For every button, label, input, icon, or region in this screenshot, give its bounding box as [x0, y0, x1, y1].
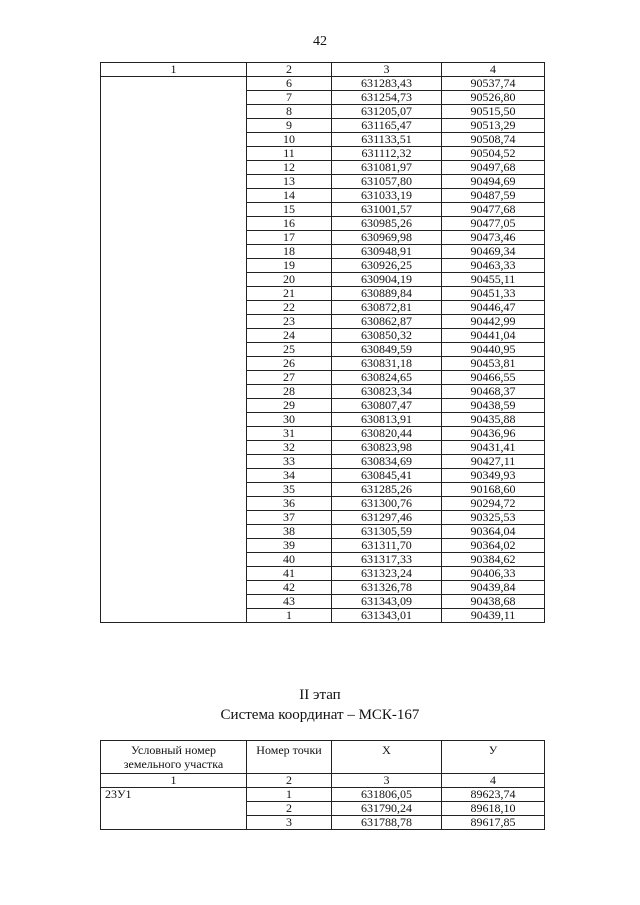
x-coordinate: 631254,73 — [332, 91, 442, 105]
x-coordinate: 630834,69 — [332, 455, 442, 469]
y-coordinate: 89618,10 — [442, 802, 545, 816]
y-coordinate: 90438,59 — [442, 399, 545, 413]
point-number: 24 — [247, 329, 332, 343]
x-coordinate: 630820,44 — [332, 427, 442, 441]
y-coordinate: 90469,34 — [442, 245, 545, 259]
point-number: 36 — [247, 497, 332, 511]
point-number: 25 — [247, 343, 332, 357]
y-coordinate: 90537,74 — [442, 77, 545, 91]
x-coordinate: 631788,78 — [332, 816, 442, 830]
x-coordinate: 631297,46 — [332, 511, 442, 525]
point-number: 13 — [247, 175, 332, 189]
y-coordinate: 90473,46 — [442, 231, 545, 245]
parcel-number-header: Условный номер земельного участка — [101, 741, 247, 774]
x-coordinate: 630824,65 — [332, 371, 442, 385]
y-coordinate: 90442,99 — [442, 315, 545, 329]
y-coordinate: 90168,60 — [442, 483, 545, 497]
point-number: 16 — [247, 217, 332, 231]
table-header-row — [101, 63, 545, 77]
x-coordinate: 630969,98 — [332, 231, 442, 245]
y-coordinate: 90463,33 — [442, 259, 545, 273]
x-coordinate: 631057,80 — [332, 175, 442, 189]
coordinate-table-stage-2 — [100, 740, 545, 830]
y-coordinate: 90504,52 — [442, 147, 545, 161]
page-number: 42 — [313, 34, 327, 49]
x-coordinate: 630889,84 — [332, 287, 442, 301]
point-number: 20 — [247, 273, 332, 287]
y-coordinate: 90384,62 — [442, 553, 545, 567]
x-coordinate: 630904,19 — [332, 273, 442, 287]
x-coordinate: 631205,07 — [332, 105, 442, 119]
x-coordinate: 631326,78 — [332, 581, 442, 595]
point-number: 18 — [247, 245, 332, 259]
x-coordinate: 630985,26 — [332, 217, 442, 231]
y-header: У — [442, 741, 545, 774]
table-row — [101, 788, 545, 802]
x-coordinate: 631133,51 — [332, 133, 442, 147]
x-coordinate: 631343,01 — [332, 609, 442, 623]
point-number: 11 — [247, 147, 332, 161]
y-coordinate: 90497,68 — [442, 161, 545, 175]
x-coordinate: 631300,76 — [332, 497, 442, 511]
y-coordinate: 90349,93 — [442, 469, 545, 483]
x-coordinate: 631806,05 — [332, 788, 442, 802]
y-coordinate: 90494,69 — [442, 175, 545, 189]
y-coordinate: 90435,88 — [442, 413, 545, 427]
stage-title: II этап — [299, 687, 341, 703]
y-coordinate: 90364,02 — [442, 539, 545, 553]
x-coordinate: 631317,33 — [332, 553, 442, 567]
point-number: 6 — [247, 77, 332, 91]
x-coordinate: 630823,34 — [332, 385, 442, 399]
y-coordinate: 90515,50 — [442, 105, 545, 119]
y-coordinate: 89617,85 — [442, 816, 545, 830]
point-number: 33 — [247, 455, 332, 469]
point-number: 26 — [247, 357, 332, 371]
x-coordinate: 631343,09 — [332, 595, 442, 609]
x-coordinate: 630926,25 — [332, 259, 442, 273]
y-coordinate: 90436,96 — [442, 427, 545, 441]
x-coordinate: 630850,32 — [332, 329, 442, 343]
point-number: 1 — [247, 788, 332, 802]
x-coordinate: 631112,32 — [332, 147, 442, 161]
y-coordinate: 90439,11 — [442, 609, 545, 623]
y-coordinate: 90455,11 — [442, 273, 545, 287]
column-number-1: 1 — [101, 774, 247, 788]
parcel-cell-empty — [101, 77, 247, 623]
y-coordinate: 90440,95 — [442, 343, 545, 357]
column-number-2: 2 — [247, 63, 332, 77]
point-number: 27 — [247, 371, 332, 385]
y-coordinate: 90466,55 — [442, 371, 545, 385]
point-number: 40 — [247, 553, 332, 567]
coordinate-table-stage-1 — [100, 62, 545, 623]
y-coordinate: 90477,68 — [442, 203, 545, 217]
x-coordinate: 631081,97 — [332, 161, 442, 175]
point-number: 41 — [247, 567, 332, 581]
x-coordinate: 631311,70 — [332, 539, 442, 553]
point-number: 2 — [247, 802, 332, 816]
y-coordinate: 90364,04 — [442, 525, 545, 539]
coordinate-table-2-body — [101, 741, 545, 830]
y-coordinate: 90406,33 — [442, 567, 545, 581]
column-number-1: 1 — [101, 63, 247, 77]
y-coordinate: 90526,80 — [442, 91, 545, 105]
x-coordinate: 631285,26 — [332, 483, 442, 497]
point-number: 19 — [247, 259, 332, 273]
x-coordinate: 630823,98 — [332, 441, 442, 455]
point-number: 8 — [247, 105, 332, 119]
point-number: 9 — [247, 119, 332, 133]
x-coordinate: 631323,24 — [332, 567, 442, 581]
x-coordinate: 631283,43 — [332, 77, 442, 91]
coordinate-table-body — [101, 63, 545, 623]
point-number: 31 — [247, 427, 332, 441]
x-coordinate: 631790,24 — [332, 802, 442, 816]
point-number: 28 — [247, 385, 332, 399]
parcel-number: 23У1 — [101, 788, 247, 830]
y-coordinate: 90441,04 — [442, 329, 545, 343]
x-coordinate: 631001,57 — [332, 203, 442, 217]
point-number: 38 — [247, 525, 332, 539]
point-number: 29 — [247, 399, 332, 413]
point-number: 1 — [247, 609, 332, 623]
point-number: 32 — [247, 441, 332, 455]
point-number: 21 — [247, 287, 332, 301]
y-coordinate: 90427,11 — [442, 455, 545, 469]
x-coordinate: 631305,59 — [332, 525, 442, 539]
x-coordinate: 631033,19 — [332, 189, 442, 203]
column-number-3: 3 — [332, 63, 442, 77]
x-coordinate: 630862,87 — [332, 315, 442, 329]
x-coordinate: 631165,47 — [332, 119, 442, 133]
x-coordinate: 630831,18 — [332, 357, 442, 371]
coordinate-system-title: Система координат – МСК-167 — [220, 707, 420, 723]
x-coordinate: 630849,59 — [332, 343, 442, 357]
point-number: 39 — [247, 539, 332, 553]
point-number-header: Номер точки — [247, 741, 332, 774]
y-coordinate: 90325,53 — [442, 511, 545, 525]
point-number: 37 — [247, 511, 332, 525]
y-coordinate: 89623,74 — [442, 788, 545, 802]
column-number-2: 2 — [247, 774, 332, 788]
point-number: 15 — [247, 203, 332, 217]
table-header-row — [101, 741, 545, 774]
point-number: 35 — [247, 483, 332, 497]
point-number: 23 — [247, 315, 332, 329]
y-coordinate: 90431,41 — [442, 441, 545, 455]
y-coordinate: 90477,05 — [442, 217, 545, 231]
point-number: 22 — [247, 301, 332, 315]
point-number: 10 — [247, 133, 332, 147]
y-coordinate: 90508,74 — [442, 133, 545, 147]
y-coordinate: 90468,37 — [442, 385, 545, 399]
x-header: X — [332, 741, 442, 774]
y-coordinate: 90438,68 — [442, 595, 545, 609]
y-coordinate: 90294,72 — [442, 497, 545, 511]
x-coordinate: 630948,91 — [332, 245, 442, 259]
point-number: 14 — [247, 189, 332, 203]
table-row — [101, 77, 545, 91]
column-number-3: 3 — [332, 774, 442, 788]
y-coordinate: 90446,47 — [442, 301, 545, 315]
column-number-4: 4 — [442, 774, 545, 788]
point-number: 42 — [247, 581, 332, 595]
column-number-4: 4 — [442, 63, 545, 77]
table-column-numbers-row — [101, 774, 545, 788]
point-number: 30 — [247, 413, 332, 427]
y-coordinate: 90453,81 — [442, 357, 545, 371]
y-coordinate: 90439,84 — [442, 581, 545, 595]
point-number: 3 — [247, 816, 332, 830]
y-coordinate: 90487,59 — [442, 189, 545, 203]
x-coordinate: 630807,47 — [332, 399, 442, 413]
x-coordinate: 630813,91 — [332, 413, 442, 427]
point-number: 17 — [247, 231, 332, 245]
point-number: 7 — [247, 91, 332, 105]
x-coordinate: 630872,81 — [332, 301, 442, 315]
y-coordinate: 90451,33 — [442, 287, 545, 301]
x-coordinate: 630845,41 — [332, 469, 442, 483]
y-coordinate: 90513,29 — [442, 119, 545, 133]
point-number: 43 — [247, 595, 332, 609]
point-number: 34 — [247, 469, 332, 483]
point-number: 12 — [247, 161, 332, 175]
